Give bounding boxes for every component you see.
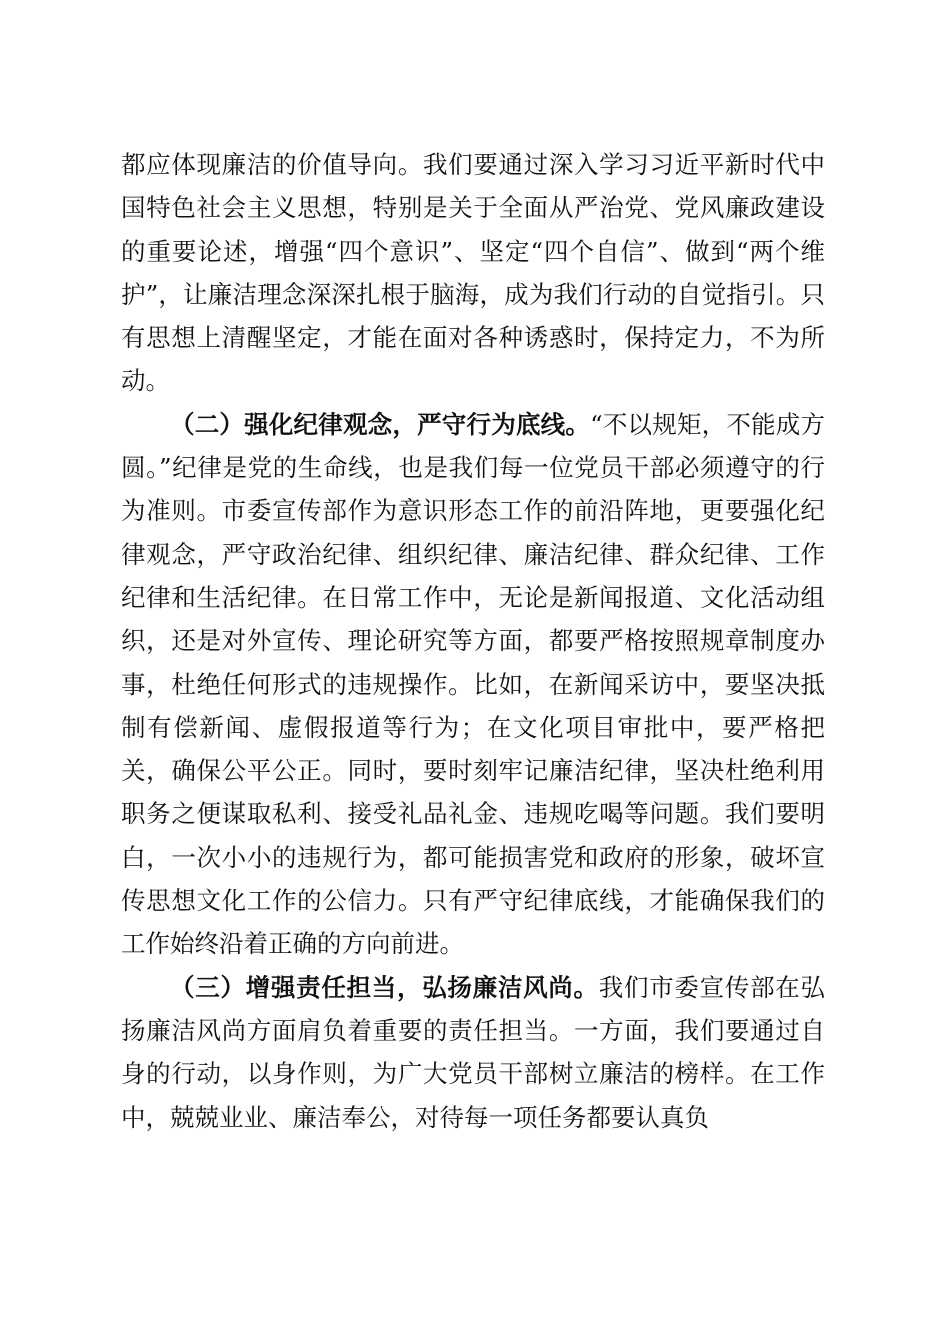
paragraph-1-text: 都应体现廉洁的价值导向。我们要通过深入学习习近平新时代中国特色社会主义思想，特别是关于全面从严治党、党风廉政建设的重要论述，增强“四个意识”、坚定“四个自信”、做到“两个维护”，让廉洁理念深深扎根于脑海，成为我们行动的自觉指引。只有思想上清醒坚定，才能在面对各种诱惑时，保持定力，不为所动。 bbox=[121, 150, 825, 396]
paragraph-2-heading: （二）强化纪律观念，严守行为底线。 bbox=[170, 409, 591, 439]
paragraph-3-heading: （三）增强责任担当，弘扬廉洁风尚。 bbox=[170, 972, 599, 1002]
document-body bbox=[121, 143, 825, 1139]
paragraph-3-text: 我们市委宣传部在弘扬廉洁风尚方面肩负着重要的责任担当。一方面，我们要通过自身的行动，以身作则，为广大党员干部树立廉洁的榜样。在工作中，兢兢业业、廉洁奉公，对待每一项任务都要认真负 bbox=[121, 972, 826, 1132]
paragraph-2 bbox=[121, 403, 825, 966]
paragraph-1 bbox=[121, 143, 825, 403]
paragraph-2-text: “不以规矩，不能成方圆。”纪律是党的生命线，也是我们每一位党员干部必须遵守的行为准则。市委宣传部作为意识形态工作的前沿阵地，更要强化纪律观念，严守政治纪律、组织纪律、廉洁纪律、群众纪律、工作纪律和生活纪律。在日常工作中，无论是新闻报道、文化活动组织，还是对外宣传、理论研究等方面，都要严格按照规章制度办事，杜绝任何形式的违规操作。比如，在新闻采访中，要坚决抵制有偿新闻、虚假报道等行为；在文化项目审批中，要严格把关，确保公平公正。同时，要时刻牢记廉洁纪律，坚决杜绝利用职务之便谋取私利、接受礼品礼金、违规吃喝等问题。我们要明白，一次小小的违规行为，都可能损害党和政府的形象，破坏宣传思想文化工作的公信力。只有严守纪律底线，才能确保我们的工作始终沿着正确的方向前进。 bbox=[121, 409, 825, 959]
paragraph-3 bbox=[121, 966, 825, 1139]
